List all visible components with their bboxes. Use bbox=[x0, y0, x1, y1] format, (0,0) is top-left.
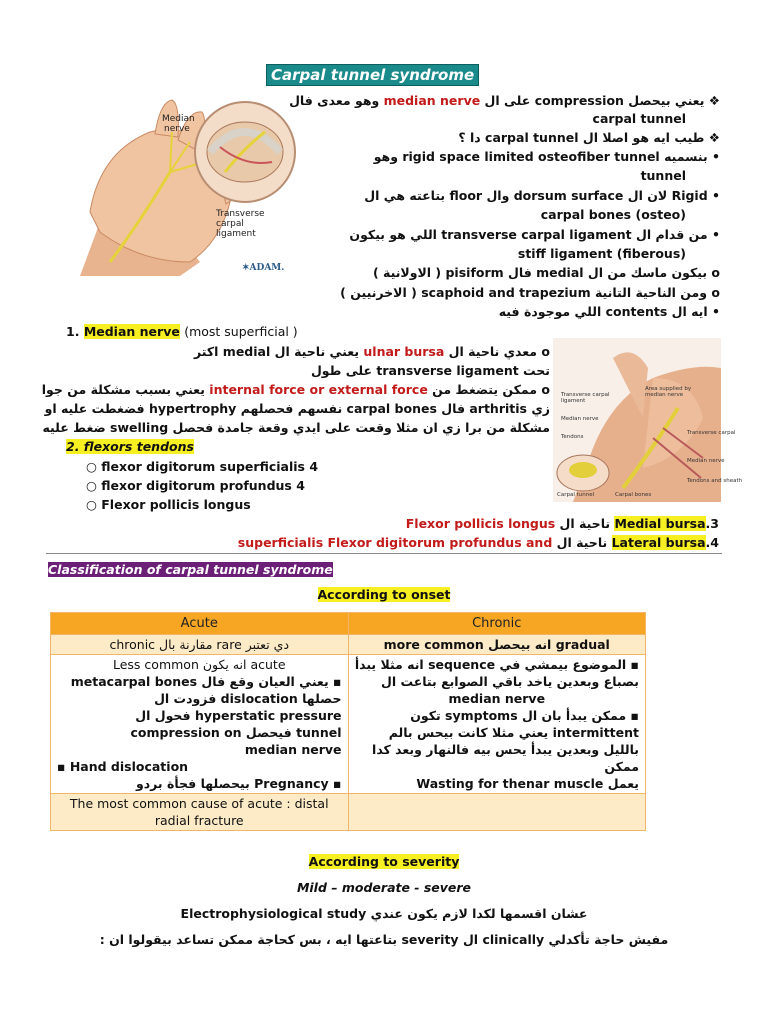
contents-item-2: 2. flexors tendons bbox=[66, 439, 194, 454]
intro-line-9: (fiberous) stiff ligament bbox=[517, 246, 686, 261]
col-chronic-header: Chronic bbox=[348, 613, 646, 635]
fig2-label-tendons: Tendons bbox=[561, 434, 584, 440]
intro-line-12: • ايه ال contents اللي موجودة فيه bbox=[498, 304, 720, 319]
r2-chronic: ▪ الموضوع بيمشي في sequence انه مثلا يبدأ بصباع وبعدين ياخد باقي الصوابع بتاعت ال median nerve ▪ ممكن يبدأ بان ال symptoms تكون intermittent يعني مثلا كانت بيحس بالم بالليل وبعدين يبدأ يحس بيه فالنهار وبعد كدا ممكن يعمل Wasting for thenar muscle bbox=[348, 655, 646, 794]
page-title: Carpal tunnel syndrome bbox=[266, 64, 479, 86]
median-bullet-4: زي arthritis فال carpal bones نفسهم فحصلهم hypertrophy فضغطت عليه او bbox=[44, 401, 550, 416]
fig2-label-ligament: ligament bbox=[561, 398, 586, 404]
fig1-label-ligament: ligament bbox=[216, 229, 256, 239]
classification-heading: Classification of carpal tunnel syndrome bbox=[48, 562, 333, 577]
section-divider bbox=[46, 553, 722, 554]
contents-item-1: 1. Median nerve (most superficial ) bbox=[66, 324, 298, 339]
intro-line-8: • من قدام ال transverse carpal ligament اللي هو بيكون bbox=[349, 227, 720, 242]
fig1-label-median: Median bbox=[162, 114, 195, 124]
intro-line-4: • بنسميه rigid space limited osteofiber tunnel وهو bbox=[373, 149, 720, 164]
r3-acute: The most common cause of acute : distal radial fracture bbox=[51, 794, 349, 831]
r2-acute: acute انه يكون Less common ▪ يعني العيان وقع فال metacarpal bones حصلها dislocation فزودت ال hyperstatic pressure فحول ال tunnel فيحصل compression on median nerve ▪ Hand dislocation ▪ Pregnancy بيحصلها فجأة بردو bbox=[51, 655, 349, 794]
median-bullet-3: o ممكن يتضغط من internal force or external force يعني بسبب مشكلة من جوا bbox=[41, 382, 550, 397]
r1-acute: دي تعتبر rare مقارنة بال chronic bbox=[51, 635, 349, 655]
carpal-tunnel-diagram-figure bbox=[553, 338, 743, 502]
fig2-label-carpal-bones: Carpal bones bbox=[615, 492, 652, 498]
fig1-label-nerve: nerve bbox=[164, 124, 190, 134]
carpal-tunnel-hand-figure bbox=[60, 92, 300, 276]
intro-line-2: carpal tunnel bbox=[592, 111, 686, 126]
severity-text-2: مفيش حاجة تأكدلي clinically ال severity بتاعتها ايه ، بس كحاجة ممكن تساعد بيقولوا ان : bbox=[99, 932, 669, 947]
fig2-label-carpal-tunnel: Carpal tunnel bbox=[557, 492, 595, 498]
col-acute-header: Acute bbox=[51, 613, 349, 635]
intro-line-5: tunnel bbox=[640, 168, 686, 183]
median-bullet-1: o معدي ناحية ال ulnar bursa يعني ناحية ال medial اكتر bbox=[194, 344, 550, 359]
intro-line-6: • Rigid لان ال dorsum surface وال floor بتاعته هي ال bbox=[364, 188, 720, 203]
intro-line-7: (osteo) carpal bones bbox=[540, 207, 686, 222]
bursa-line-3: Flexor pollicis longus ناحية ال Medial bursa.3 bbox=[405, 516, 719, 531]
bursa-line-4: superficialis Flexor digitorum profundus and ناحية ال Lateral bursa.4 bbox=[237, 535, 719, 550]
intro-red-median: median nerve bbox=[383, 93, 481, 108]
fig2-label-transverse-right: Transverse carpal bbox=[687, 430, 736, 436]
fig2-label-tendons-sheath: Tendons and sheath bbox=[687, 478, 743, 484]
fig2-label-area: Area supplied by bbox=[645, 386, 692, 392]
onset-table bbox=[50, 612, 646, 831]
fig2-label-median-right: Median nerve bbox=[687, 458, 725, 464]
fig1-label-carpal: carpal bbox=[216, 219, 244, 229]
median-bullet-2: تحت transverse ligament على طول bbox=[310, 363, 550, 378]
fig1-label-transverse: Transverse bbox=[216, 209, 265, 219]
onset-heading: According to onset bbox=[317, 587, 451, 602]
intro-line-1: ❖ يعني بيحصل compression على ال median nerve وهو معدى فال bbox=[289, 93, 720, 108]
fig2-label-transverse: Transverse carpal bbox=[561, 392, 610, 398]
fig1-brand: ✶ADAM. bbox=[242, 263, 285, 273]
tendon-2: ○ flexor digitorum profundus 4 bbox=[86, 478, 305, 493]
severity-heading: According to severity bbox=[308, 854, 460, 869]
severity-text-1: عشان اقسمها لكدا لازم يكون عندي Electrophysiological study bbox=[180, 906, 588, 921]
r3-chronic bbox=[348, 794, 646, 831]
median-bullet-5: مشكلة من برا زي ان مثلا وقعت على ايدي وقعة جامدة فحصل swelling ضغط عليه bbox=[42, 420, 550, 435]
intro-line-3: ❖ طيب ايه هو اصلا ال carpal tunnel دا ؟ bbox=[458, 130, 720, 145]
r1-chronic: gradual انه بيحصل more common bbox=[348, 635, 646, 655]
intro-line-10: o بيكون ماسك من ال medial فال pisiform ( الاولانية ) bbox=[372, 265, 720, 280]
tendon-3: ○ Flexor pollicis longus bbox=[86, 497, 251, 512]
intro-line-11: o ومن الناحية التانية scaphoid and trapezium ( الاخرنيين ) bbox=[340, 285, 720, 300]
median-nerve-highlight: Median nerve bbox=[83, 324, 180, 339]
fig2-label-area-2: median nerve bbox=[645, 392, 684, 398]
severity-line: Mild – moderate - severe bbox=[296, 880, 472, 895]
tendon-1: ○ flexor digitorum superficialis 4 bbox=[86, 459, 319, 474]
fig2-label-median: Median nerve bbox=[561, 416, 599, 422]
